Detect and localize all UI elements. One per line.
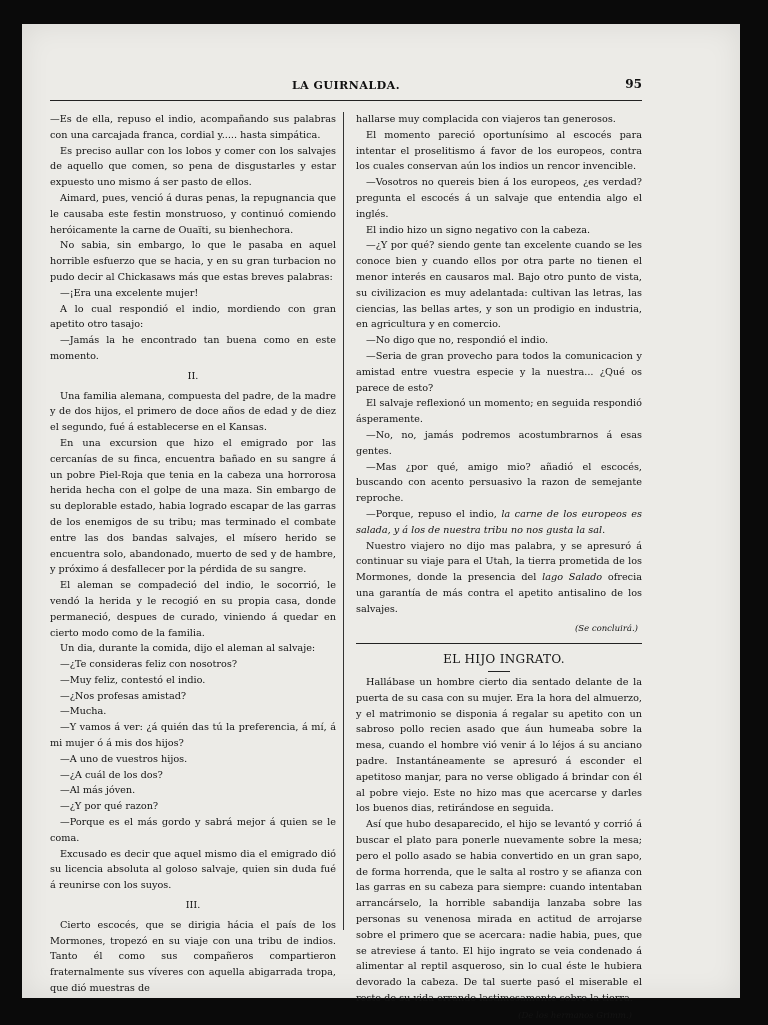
paragraph: —Es de ella, repuso el indio, acompañando sus palabras con una carcajada franca, cordial y..... hasta simpática. xyxy=(50,114,336,141)
paragraph: —¿A cuál de los dos? xyxy=(60,769,163,781)
paragraph: —¡Era una excelente mujer! xyxy=(60,287,199,299)
column-divider xyxy=(343,112,344,930)
paragraph: —Jamás la he encontrado tan buena como en este momento. xyxy=(50,335,336,362)
paragraph: —¿Y por qué? siendo gente tan excelente cuando se les conoce bien y cuando ellos por otra parte no tienen el menor interés en causaros mal. Bajo otro punto de vista, su civilizacion es muy adelantada: cultivan las letras, las ciencias, las bellas artes, y son un prodigio en industria, en agricultura y en comercio. xyxy=(356,240,642,331)
paragraph: —¿Y por qué razon? xyxy=(60,801,159,813)
paragraph: —No digo que no, respondió el indio. xyxy=(366,335,549,347)
paragraph: —Mucha. xyxy=(60,706,107,718)
paragraph: —¿Te consideras feliz con nosotros? xyxy=(60,659,238,671)
header-rule xyxy=(50,100,642,101)
article-title: EL HIJO INGRATO. xyxy=(443,652,565,667)
left-column xyxy=(50,112,336,997)
paragraph: Aimard, pues, venció á duras penas, la repugnancia que le causaba este festin monstruoso, y continuó comiendo heróicamente la carne de Ouaïti, su bienhechora. xyxy=(50,192,336,236)
paragraph: A lo cual respondió el indio, mordiendo con gran apetito otro tasajo: xyxy=(50,303,336,331)
attribution: (De los hermanos Grimm.) xyxy=(518,1010,632,1021)
paragraph: El indio hizo un signo negativo con la cabeza. xyxy=(366,224,591,236)
paragraph xyxy=(356,539,642,618)
paragraph: Hallábase un hombre cierto dia sentado delante de la puerta de su casa con su mujer. Era la hora del almuerzo, y el matrimonio se disponia á regalar su apetito con un sabroso pollo recien asado que áun humeaba sobre la mesa, cuando el hombre vió venir á lo léjos á su anciano padre. Instantáneamente se apresuró á esconder el apetitoso manjar, para no verse obligado á brindar con él al pobre viejo. Este no hizo mas que acercarse y darles los buenos dias, retirándose en seguida. xyxy=(356,677,642,815)
title-rule xyxy=(488,671,510,672)
paragraph: —Muy feliz, contestó el indio. xyxy=(60,674,206,686)
paragraph: No sabia, sin embargo, lo que le pasaba en aquel horrible esfuerzo que se hacia, y en su gran turbacion no pudo decir al Chickasaws más que estas breves palabras: xyxy=(50,240,336,283)
paragraph: —Mas ¿por qué, amigo mio? añadió el escocés, buscando con acento persuasivo la razon de semejante reproche. xyxy=(356,461,642,505)
paragraph: Excusado es decir que aquel mismo dia el emigrado dió su licencia absoluta al goloso salvaje, quien sin duda fué á reunirse con los suyos. xyxy=(50,848,336,892)
paragraph: —No, no, jamás podremos acostumbrarnos á esas gentes. xyxy=(356,429,642,457)
page-header xyxy=(50,76,642,96)
paragraph: hallarse muy complacida con viajeros tan generosos. xyxy=(356,114,616,125)
paragraph: Así que hubo desaparecido, el hijo se levantó y corrió á buscar el plato para ponerle nuevamente sobre la mesa; pero el pollo asado se habia convertido en un gran sapo, de forma horrenda, que le salta al rostro y se afianza con las garras en su cabeza para siempre: cuando intentaban arrancárselo, la horrible sabandija lanzaba sobre las personas su venenosa mirada en actitud de arrojarse sobre el primero que se acercara: nadie habia, pues, que se atreviese á tanto. El hijo ingrato se veia condenado á alimentar al reptil asqueroso, sin lo cual éste le hubiera devorado la cabeza. De tal suerte pasó el miserable el resto de su vida errando lastimosamente sobre la tierra. xyxy=(356,819,642,1005)
paragraph: —Vosotros no quereis bien á los europeos, ¿es verdad? pregunta el escocés á un salvaje que entendia algo el inglés. xyxy=(356,177,642,220)
paragraph: —Seria de gran provecho para todos la comunicacion y amistad entre vuestra especie y la nuestra... ¿Qué os parece de esto? xyxy=(356,350,642,394)
quote-intro: —Porque, repuso el indio, xyxy=(366,508,497,520)
paragraph: —A uno de vuestros hijos. xyxy=(60,753,188,765)
paragraph: —Porque es el más gordo y sabrá mejor á quien se le coma. xyxy=(50,817,336,844)
paragraph: El salvaje reflexionó un momento; en seguida respondió ásperamente. xyxy=(356,398,642,426)
paragraph: —Al más jóven. xyxy=(60,785,136,797)
publication-title: LA GUIRNALDA. xyxy=(291,79,401,92)
section-heading: III. xyxy=(185,900,201,912)
paragraph: Una familia alemana, compuesta del padre, de la madre y de dos hijos, el primero de doce años de edad y de diez el segundo, fué á establecerse en el Kansas. xyxy=(50,390,336,434)
paragraph: El aleman se compadeció del indio, le socorrió, le vendó la herida y le recogió en su propia casa, donde permaneció, despues de curado, viniendo á quedar en cierto modo como de la familia. xyxy=(50,580,336,639)
paragraph: Un dia, durante la comida, dijo el aleman al salvaje: xyxy=(60,643,316,655)
right-column xyxy=(356,112,642,1025)
paragraph-part: ofrecia una garantía de más contra el apetito antisalino de los salvajes. xyxy=(356,572,642,615)
lake-name: lago Salado xyxy=(542,572,603,584)
quote-italic: la carne de los europeos es salada, y á los de nuestra tribu no nos gusta la sal. xyxy=(356,508,642,536)
paragraph: En una excursion que hizo el emigrado por las cercanías de su finca, encuentra bañado en su sangre á un pobre Piel-Roja que tenia en la cabeza una horrorosa herida hecha con el golpe de una maza. Sin embargo de su deplorable estado, habia logrado escapar de las garras de los enemigos de su tribu; mas terminado el combate entre las dos bandas salvajes, el mísero herido se encuentra solo, abandonado, muerto de sed y de hambre, y próximo á desfallecer por la pérdida de su sangre. xyxy=(50,437,336,576)
continued-note: (Se concluirá.) xyxy=(574,623,638,634)
paragraph-part: Nuestro viajero no dijo mas palabra, y se apresuró á continuar su viaje para el Utah, la tierra prometida de los Mormones, donde la presencia del xyxy=(356,540,642,584)
page-number: 95 xyxy=(625,77,642,91)
paragraph: —¿Nos profesas amistad? xyxy=(60,690,187,702)
article-separator xyxy=(356,643,642,644)
paragraph: Cierto escocés, que se dirigia hácia el país de los Mormones, tropezó en su viaje con una tribu de indios. Tanto él como sus compañeros compartieron fraternalmente sus víveres con aquella abigarrada tropa, que dió muestras de xyxy=(50,919,336,995)
paragraph xyxy=(356,507,642,539)
section-heading: II. xyxy=(187,370,199,382)
paragraph: El momento pareció oportunísimo al escocés para intentar el proselitismo á favor de los europeos, contra los cuales conservan aún los indios un rencor invencible. xyxy=(356,129,642,173)
paragraph: —Y vamos á ver: ¿á quién das tú la preferencia, á mí, á mi mujer ó á mis dos hijos? xyxy=(50,722,336,750)
paragraph: Es preciso aullar con los lobos y comer con los salvajes de aquello que comen, so pena de disgustarles y estar expuesto uno mismo á ser pasto de ellos. xyxy=(50,145,336,189)
